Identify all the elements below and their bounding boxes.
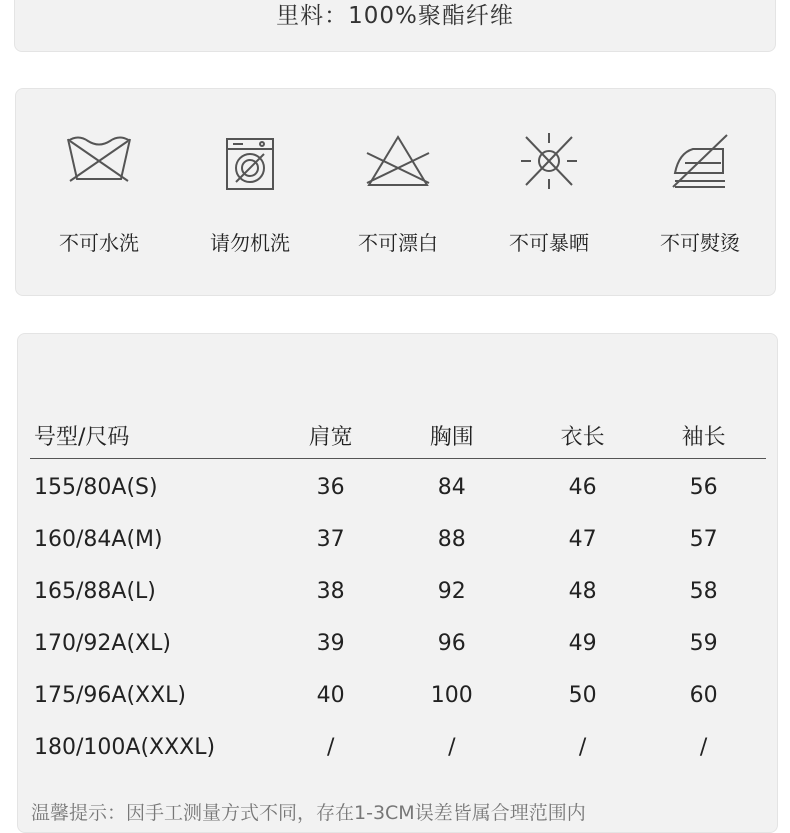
cell-chest: 92: [437, 578, 466, 604]
cell-sleeve: 57: [689, 526, 718, 552]
care-item-no-machine-wash: [175, 129, 325, 256]
cell-length: 46: [568, 474, 597, 500]
care-label: 请勿机洗: [210, 231, 290, 255]
cell-size: 155/80A(S): [34, 474, 158, 500]
cell-shoulder: 40: [316, 682, 345, 708]
table-row: [30, 459, 766, 514]
header-shoulder: 肩宽: [282, 412, 380, 459]
no-machine-wash-icon: [215, 129, 285, 191]
measurement-note: 温馨提示：因手工测量方式不同，存在1-3CM误差皆属合理范围内: [31, 802, 586, 824]
header-length: 衣长: [524, 412, 641, 459]
care-label: 不可水洗: [59, 231, 139, 255]
cell-shoulder: 39: [316, 630, 345, 656]
fabric-composition-text: 里料：100%聚酯纤维: [276, 3, 514, 29]
no-wash-icon: [64, 129, 134, 191]
cell-chest: 96: [437, 630, 466, 656]
cell-size: 180/100A(XXXL): [34, 734, 216, 760]
size-chart-panel: [17, 333, 778, 833]
care-item-no-bleach: [323, 129, 473, 256]
cell-length: 50: [568, 682, 597, 708]
cell-sleeve: 60: [689, 682, 718, 708]
cell-size: 165/88A(L): [34, 578, 156, 604]
size-table: [30, 412, 766, 773]
cell-chest: /: [448, 734, 456, 760]
cell-length: 47: [568, 526, 597, 552]
care-item-no-wash: [24, 129, 174, 256]
table-row: [30, 617, 766, 669]
header-sleeve: 袖长: [641, 412, 766, 459]
care-label: 不可熨烫: [660, 231, 740, 255]
fabric-panel: [14, 0, 776, 52]
cell-size: 175/96A(XXL): [34, 682, 187, 708]
care-instructions-panel: [15, 88, 776, 296]
cell-length: 49: [568, 630, 597, 656]
cell-sleeve: 59: [689, 630, 718, 656]
cell-length: /: [578, 734, 587, 760]
cell-sleeve: 56: [689, 474, 718, 500]
table-row: [30, 669, 766, 721]
cell-shoulder: 38: [316, 578, 345, 604]
table-row: [30, 513, 766, 565]
cell-chest: 88: [437, 526, 466, 552]
cell-sleeve: 58: [689, 578, 718, 604]
no-sun-dry-icon: [514, 129, 584, 191]
cell-chest: 100: [430, 682, 473, 708]
table-row: [30, 721, 766, 773]
table-row: [30, 565, 766, 617]
no-bleach-icon: [363, 129, 433, 191]
cell-shoulder: 37: [316, 526, 345, 552]
cell-shoulder: /: [326, 734, 335, 760]
cell-chest: 84: [437, 474, 466, 500]
care-item-no-iron: [625, 129, 775, 256]
no-iron-icon: [665, 129, 735, 191]
cell-size: 160/84A(M): [34, 526, 163, 552]
cell-sleeve: /: [699, 734, 708, 760]
cell-shoulder: 36: [316, 474, 345, 500]
cell-size: 170/92A(XL): [34, 630, 171, 656]
care-item-no-sun-dry: [474, 129, 624, 256]
table-header-row: [30, 412, 766, 459]
care-label: 不可暴晒: [509, 231, 589, 255]
header-size: 号型/尺码: [30, 412, 282, 459]
header-chest: 胸围: [380, 412, 525, 459]
cell-length: 48: [568, 578, 597, 604]
care-label: 不可漂白: [358, 231, 438, 255]
